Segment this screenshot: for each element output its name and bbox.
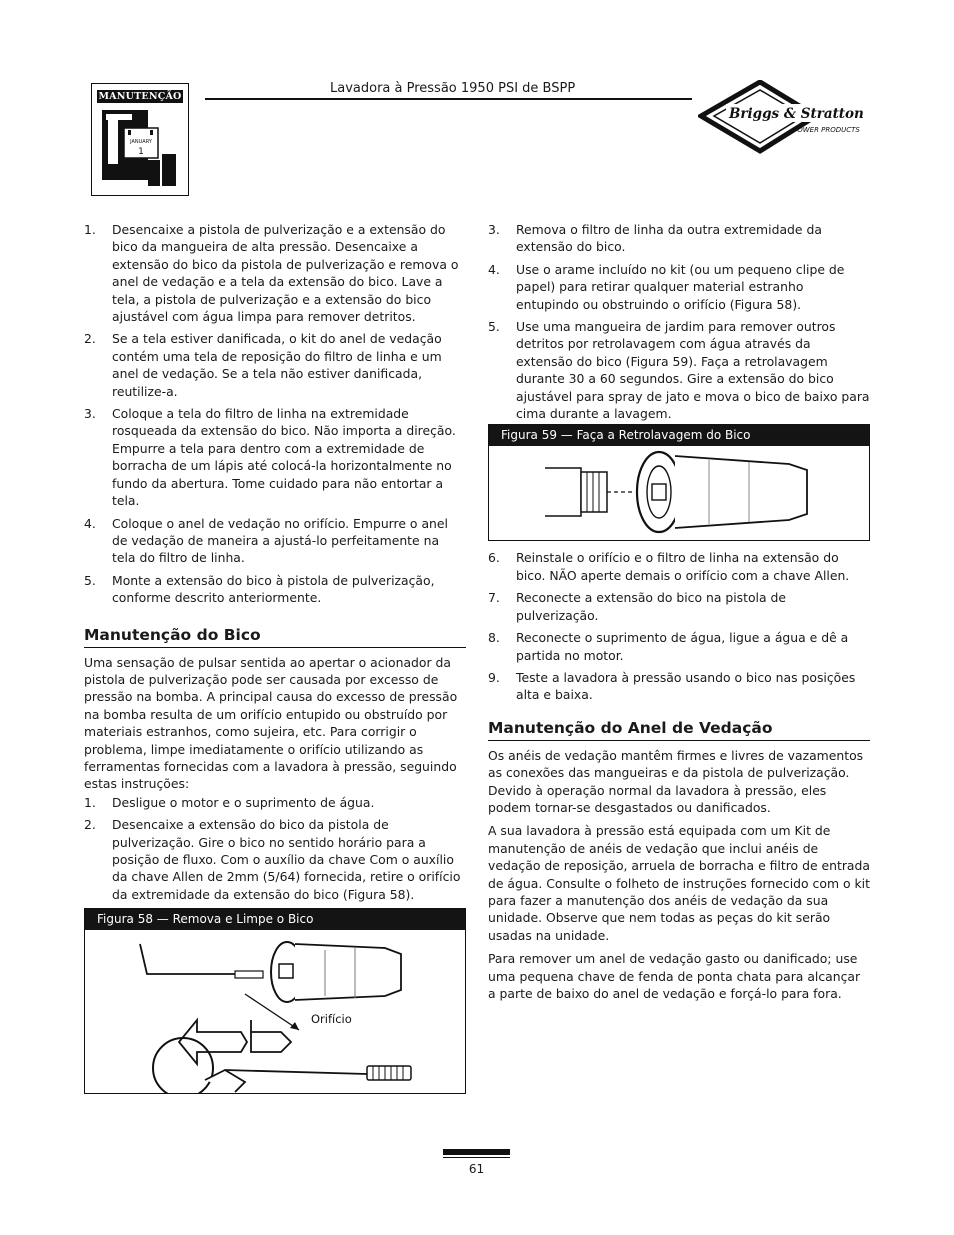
list-item: 4. Coloque o anel de vedação no orifício. Empurre o anel de vedação de maneira a ajustá-lo perfeitamente na tela do filtro de linha.	[84, 515, 448, 566]
list-item: 5. Use uma mangueira de jardim para remover outros detritos por retrolavagem com água através da extensão do bico (Figura 59). Faça a retrolavagem durante 30 a 60 segundos. Gire a extensão do bico ajustável para spray de jato e mova o bico de baixo para cima durante a lavagem.	[488, 319, 870, 422]
figure-58-caption: Figura 58 — Remova e Limpe o Bico	[85, 909, 465, 930]
left-column	[84, 221, 466, 1094]
list-item: 9. Teste a lavadora à pressão usando o bico nas posições alta e baixa.	[488, 669, 856, 703]
list-item: 2. Se a tela estiver danificada, o kit do anel de vedação contém uma tela de reposição do filtro de linha e um anel de vedação. Se a tela não estiver danificada, reutilize-a.	[84, 331, 442, 399]
document-title: Lavadora à Pressão 1950 PSI de BSPP	[330, 81, 576, 96]
orifice-callout: Orifício	[311, 1012, 352, 1027]
oring-paragraph: Os anéis de vedação mantêm firmes e livres de vazamentos as conexões das mangueiras e da pistola de pulverização. Devido à operação normal da lavadora à pressão, eles podem tornar-se desgastados ou danificados.	[488, 747, 864, 815]
list-item: 3. Coloque a tela do filtro de linha na extremidade rosqueada da extensão do bico. Não importa a direção. Empurre a tela para dentro com a extremidade de borracha de um lápis até colocá-la horizontalmente no fundo da abertura. Tome cuidado para não entortar a tela.	[84, 406, 456, 509]
calendar-day-text: 1	[138, 147, 144, 157]
nozzle-steps-list	[84, 794, 466, 903]
briggs-stratton-logo	[698, 80, 870, 154]
section-heading-nozzle: Manutenção do Bico	[84, 625, 466, 648]
nozzle-intro-paragraph: Uma sensação de pulsar sentida ao apertar o acionador da pistola de pulverização pode ser causada por excesso de pressão na bomba. A principal causa do excesso de pressão na bomba resulta de um orifício entupido ou obstruído por materiais estranhos, como sujeira, etc. Para corrigir o problema, limpe imediatamente o orifício utilizando as ferramentas fornecidas com a lavadora à pressão, seguindo estas instruções:	[84, 654, 458, 792]
list-item: 2. Desencaixe a extensão do bico da pistola de pulverização. Gire o bico no sentido horário para a posição de fluxo. Com o auxílio da chave Com o auxílio da chave Allen de 2mm (5/64) fornecida, retire o orifício da extremidade da extensão do bico (Figura 58).	[84, 817, 461, 902]
figure-59-caption: Figura 59 — Faça a Retrolavagem do Bico	[489, 425, 869, 446]
list-item: 7. Reconecte a extensão do bico na pistola de pulverização.	[488, 590, 787, 623]
list-item: 6. Reinstale o orifício e o filtro de linha na extensão do bico. NÃO aperte demais o orifício com a chave Allen.	[488, 550, 850, 583]
oring-paragraph: Para remover um anel de vedação gasto ou danificado; use uma pequena chave de fenda de ponta chata para alcançar a parte de baixo do anel de vedação e forçá-lo para fora.	[488, 951, 861, 1001]
footer-bar	[443, 1149, 510, 1155]
figure-58	[84, 908, 466, 1094]
reassembly-steps-list	[488, 549, 870, 703]
header-rule	[205, 98, 692, 100]
nozzle-cleaning-illustration	[85, 930, 465, 1093]
list-item: 1. Desligue o motor e o suprimento de água.	[84, 794, 375, 810]
cleaning-steps-list	[84, 221, 466, 607]
footer-rule	[443, 1157, 510, 1158]
calendar-month-text: JANUARY	[130, 139, 152, 145]
list-item: 3. Remova o filtro de linha da outra extremidade da extensão do bico.	[488, 222, 822, 255]
oring-paragraph: A sua lavadora à pressão está equipada com um Kit de manutenção de anéis de vedação que inclui anéis de vedação de reposição, arruela de borracha e filtro de entrada de água. Consulte o folheto de instruções fornecido com o kit para fazer a manutenção dos anéis de vedação da sua unidade. Observe que nem todas as peças do kit serão usadas na unidade.	[488, 823, 870, 943]
nozzle-steps-continued	[488, 221, 870, 422]
list-item: 4. Use o arame incluído no kit (ou um pequeno clipe de papel) para retirar qualquer material estranho entupindo ou obstruindo o orifício (Figura 58).	[488, 261, 845, 312]
brand-name: Briggs & Stratton	[729, 106, 864, 122]
section-heading-oring: Manutenção do Anel de Vedação	[488, 718, 870, 741]
page-number: 61	[468, 1162, 485, 1176]
wrench-calendar-icon	[96, 106, 184, 192]
backflush-illustration	[489, 446, 869, 540]
list-item: 1. Desencaixe a pistola de pulverização e a extensão do bico da mangueira de alta pressão. Desencaixe a extensão do bico da pistola de pulverização e remova o anel de vedação e a tela da extensão do bico. Lave a tela, a pistola de pulverização e a extensão do bico ajustável com água limpa para remover detritos.	[84, 222, 459, 325]
figure-59	[488, 424, 870, 541]
list-item: 8. Reconecte o suprimento de água, ligue a água e dê a partida no motor.	[488, 630, 849, 663]
list-item: 5. Monte a extensão do bico à pistola de pulverização, conforme descrito anteriormente.	[84, 572, 435, 606]
brand-sub: POWER PRODUCTS	[793, 126, 860, 134]
right-column	[488, 221, 870, 1008]
maintenance-section-badge	[91, 83, 189, 196]
badge-label: MANUTENÇÃO	[98, 91, 182, 102]
